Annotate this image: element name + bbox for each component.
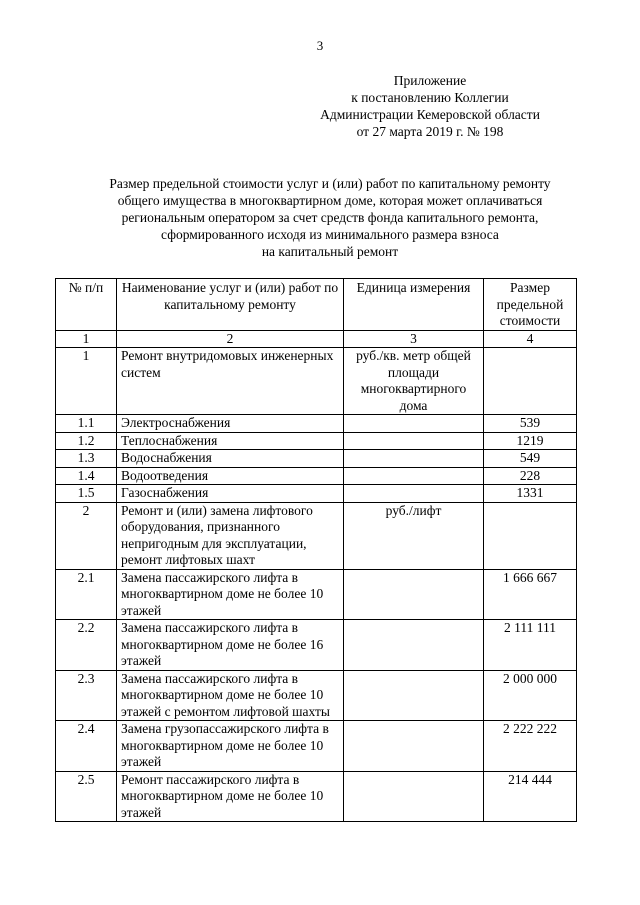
row-cost — [484, 502, 577, 569]
row-unit — [344, 721, 484, 772]
row-number: 1.2 — [56, 432, 117, 450]
row-number: 2.5 — [56, 771, 117, 822]
appendix-line: от 27 марта 2019 г. № 198 — [356, 124, 504, 139]
table-row — [56, 670, 577, 721]
row-unit — [344, 485, 484, 503]
table-row — [56, 467, 577, 485]
table-row — [56, 721, 577, 772]
appendix-line: к постановлению Коллегии — [351, 90, 509, 105]
row-cost: 549 — [484, 450, 577, 468]
table-row — [56, 620, 577, 671]
title-line: сформированного исходя из минимального размера взноса — [161, 227, 499, 242]
row-unit — [344, 467, 484, 485]
appendix-line: Администрации Кемеровской области — [320, 107, 540, 122]
table-row — [56, 450, 577, 468]
document-title — [50, 175, 610, 260]
row-cost: 2 000 000 — [484, 670, 577, 721]
table-row — [56, 569, 577, 620]
page-number: 3 — [316, 38, 324, 53]
row-unit — [344, 771, 484, 822]
row-unit — [344, 569, 484, 620]
row-cost: 1 666 667 — [484, 569, 577, 620]
row-cost: 2 222 222 — [484, 721, 577, 772]
column-index: 3 — [344, 330, 484, 348]
row-number: 1.4 — [56, 467, 117, 485]
title-line: региональным оператором за счет средств фонда капитального ремонта, — [121, 210, 539, 225]
row-cost — [484, 348, 577, 415]
row-service-name: Электроснабжения — [117, 415, 344, 433]
header-service-name: Наименование услуг и (или) работ по капитальному ремонту — [117, 279, 344, 331]
row-service-name: Водоснабжения — [117, 450, 344, 468]
appendix-block — [300, 72, 560, 140]
title-line: общего имущества в многоквартирном доме, которая может оплачиваться — [117, 193, 543, 208]
row-cost: 2 111 111 — [484, 620, 577, 671]
row-service-name: Теплоснабжения — [117, 432, 344, 450]
header-number: № п/п — [56, 279, 117, 331]
row-service-name: Замена пассажирского лифта в многоквартирном доме не более 10 этажей — [117, 569, 344, 620]
row-cost: 214 444 — [484, 771, 577, 822]
table-row — [56, 771, 577, 822]
row-service-name: Водоотведения — [117, 467, 344, 485]
row-number: 1.5 — [56, 485, 117, 503]
row-service-name: Газоснабжения — [117, 485, 344, 503]
row-cost: 539 — [484, 415, 577, 433]
column-index-row — [56, 330, 577, 348]
row-number: 2.1 — [56, 569, 117, 620]
column-index: 2 — [117, 330, 344, 348]
column-index: 4 — [484, 330, 577, 348]
row-service-name: Замена грузопассажирского лифта в многоквартирном доме не более 10 этажей — [117, 721, 344, 772]
row-unit — [344, 415, 484, 433]
row-number: 2 — [56, 502, 117, 569]
column-index: 1 — [56, 330, 117, 348]
title-line: на капитальный ремонт — [261, 244, 399, 259]
row-service-name: Замена пассажирского лифта в многоквартирном доме не более 10 этажей с ремонтом лифтовой шахты — [117, 670, 344, 721]
row-number: 1 — [56, 348, 117, 415]
row-number: 1.3 — [56, 450, 117, 468]
table-row — [56, 415, 577, 433]
header-cost: Размер предельной стоимости — [484, 279, 577, 331]
row-service-name: Ремонт пассажирского лифта в многоквартирном доме не более 10 этажей — [117, 771, 344, 822]
appendix-line: Приложение — [393, 73, 467, 88]
row-unit: руб./лифт — [344, 502, 484, 569]
table-row — [56, 485, 577, 503]
row-service-name: Замена пассажирского лифта в многоквартирном доме не более 16 этажей — [117, 620, 344, 671]
row-number: 1.1 — [56, 415, 117, 433]
table-row — [56, 432, 577, 450]
row-service-name: Ремонт и (или) замена лифтового оборудования, признанного непригодным для эксплуатации, ремонт лифтовых шахт — [117, 502, 344, 569]
row-service-name: Ремонт внутридомовых инженерных систем — [117, 348, 344, 415]
header-unit: Единица измерения — [344, 279, 484, 331]
row-unit — [344, 432, 484, 450]
cost-table — [55, 278, 577, 822]
row-cost: 228 — [484, 467, 577, 485]
row-unit — [344, 450, 484, 468]
row-unit — [344, 670, 484, 721]
row-number: 2.2 — [56, 620, 117, 671]
row-unit: руб./кв. метр общей площади многоквартирного дома — [344, 348, 484, 415]
row-number: 2.3 — [56, 670, 117, 721]
table-body — [56, 348, 577, 822]
row-cost: 1219 — [484, 432, 577, 450]
title-line: Размер предельной стоимости услуг и (или) работ по капитальному ремонту — [109, 176, 551, 191]
row-cost: 1331 — [484, 485, 577, 503]
table-row — [56, 348, 577, 415]
row-number: 2.4 — [56, 721, 117, 772]
row-unit — [344, 620, 484, 671]
table-row — [56, 502, 577, 569]
table-header-row — [56, 279, 577, 331]
